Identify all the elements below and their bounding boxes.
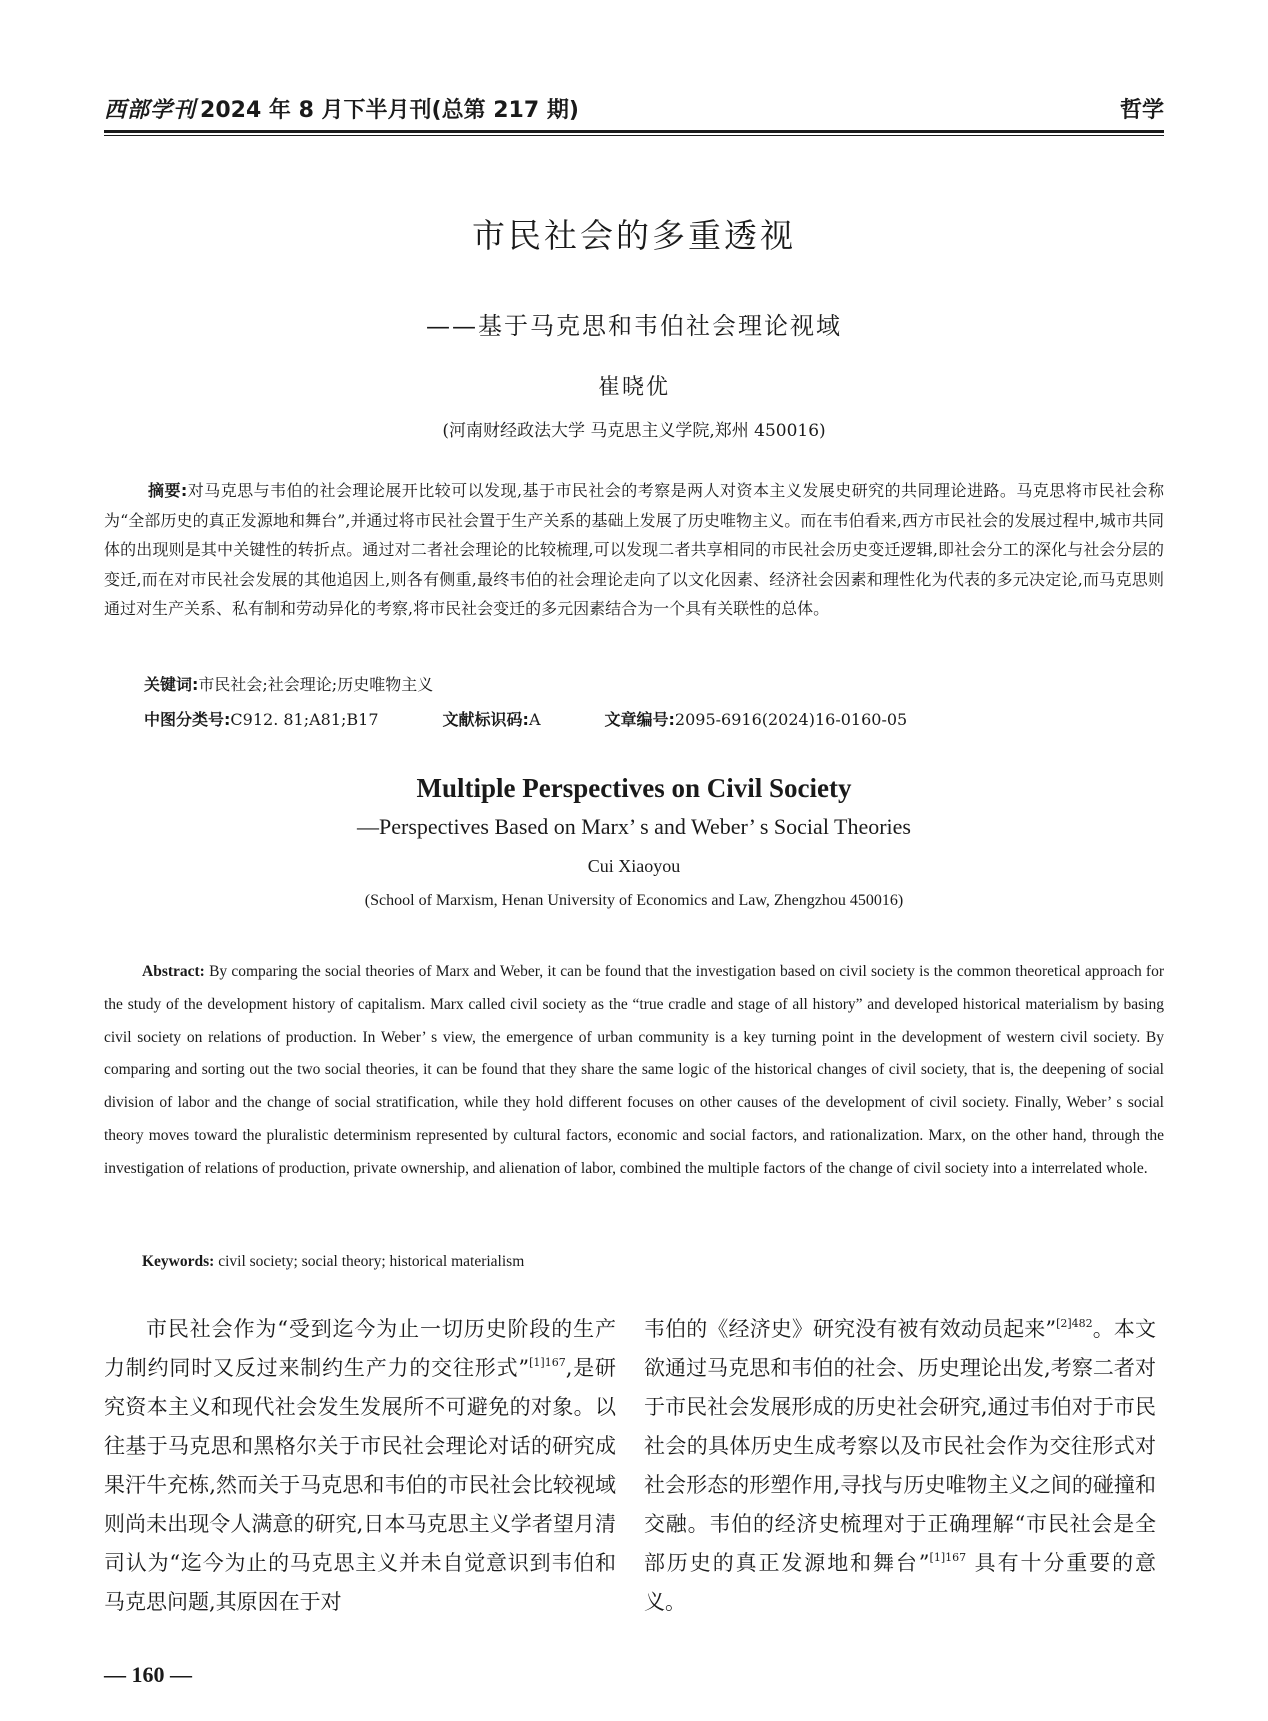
cn-title: 市民社会的多重透视 <box>472 216 796 255</box>
cn-author: 崔晓优 <box>597 375 670 400</box>
article-no-label: 文章编号: <box>604 710 675 729</box>
issue-info: 2024 年 8 月下半月刊(总第 217 期) <box>200 98 579 123</box>
body-right-text-c: 具有十分重要的意义。 <box>644 1551 1156 1614</box>
body-column-right <box>644 1310 1156 1622</box>
header-rule <box>104 130 1164 133</box>
cn-abstract <box>104 476 1164 624</box>
doc-code-value: A <box>528 710 541 729</box>
section-label: 哲学 <box>1119 98 1164 123</box>
journal-info <box>104 93 579 124</box>
header-rule-thin <box>104 135 1164 136</box>
en-author: Cui Xiaoyou <box>587 856 681 876</box>
article-no-value: 2095-6916(2024)16-0160-05 <box>674 710 908 729</box>
en-subtitle: —Perspectives Based on Marx’ s and Weber’ s Social Theories <box>357 814 911 839</box>
cn-abstract-text: 对马克思与韦伯的社会理论展开比较可以发现,基于市民社会的考察是两人对资本主义发展史研究的共同理论进路。马克思将市民社会称为“全部历史的真正发源地和舞台”,并通过将市民社会置于生产关系的基础上发展了历史唯物主义。而在韦伯看来,西方市民社会的发展过程中,城市共同体的出现则是其中关键性的转折点。通过对二者社会理论的比较梳理,可以发现二者共享相同的市民社会历史变迁逻辑,即社会分工的深化与社会分层的变迁,而在对市民社会发展的其他追因上,则各有侧重,最终韦伯的社会理论走向了以文化因素、经济社会因素和理性化为代表的多元决定论,而马克思则通过对生产关系、私有制和劳动异化的考察,将市民社会变迁的多元因素结合为一个具有关联性的总体。 <box>104 481 1164 619</box>
cn-subtitle: ——基于马克思和韦伯社会理论视域 <box>426 312 842 340</box>
en-affiliation: (School of Marxism, Henan University of Economics and Law, Zhengzhou 450016) <box>364 892 904 909</box>
doc-code-label: 文献标识码: <box>442 710 529 729</box>
citation: [2]482 <box>1056 1317 1093 1330</box>
body-column-left <box>104 1310 616 1622</box>
en-keywords-text: civil society; social theory; historical materialism <box>218 1253 525 1270</box>
citation: [1]167 <box>929 1551 967 1564</box>
en-abstract <box>104 956 1164 1186</box>
body-left-text-b: ,是研究资本主义和现代社会发生发展所不可避免的对象。以往基于马克思和黑格尔关于市民社会理论对话的研究成果汗牛充栋,然而关于马克思和韦伯的市民社会比较视域则尚未出现令人满意的研究,日本马克思主义学者望月清司认为“迄今为止的马克思主义并未自觉意识到韦伯和马克思问题,其原因在于对 <box>104 1356 616 1614</box>
doc-code-item <box>443 707 541 730</box>
citation: [1]167 <box>529 1356 566 1369</box>
body-right-text-b: 。本文欲通过马克思和韦伯的社会、历史理论出发,考察二者对于市民社会发展形成的历史社会研究,通过韦伯对于市民社会的具体历史生成考察以及市民社会作为交往形式对社会形态的形塑作用,寻找与历史唯物主义之间的碰撞和交融。韦伯的经济史梳理对于正确理解“市民社会是全部历史的真正发源地和舞台” <box>644 1317 1157 1575</box>
body-right-text-a: 韦伯的《经济史》研究没有被有效动员起来” <box>644 1317 1057 1341</box>
cn-classification <box>104 707 1164 730</box>
clc-label: 中图分类号: <box>144 710 231 729</box>
en-keywords-label: Keywords: <box>142 1253 215 1270</box>
en-keywords <box>104 1253 1164 1271</box>
en-abstract-label: Abstract: <box>142 963 205 980</box>
cn-keywords <box>104 672 1164 695</box>
article-no-item <box>605 707 908 730</box>
en-title: Multiple Perspectives on Civil Society <box>416 773 852 803</box>
cn-keywords-text: 市民社会;社会理论;历史唯物主义 <box>198 675 434 694</box>
cn-abstract-label: 摘要: <box>148 481 188 500</box>
body-left-text-a: 市民社会作为“受到迄今为止一切历史阶段的生产力制约同时又反过来制约生产力的交往形式” <box>104 1317 616 1380</box>
en-abstract-text: By comparing the social theories of Marx and Weber, it can be found that the investigation based on civil society is the common theoretical approach for the study of the development history of capitalism. Marx called civil society as the “true cradle and stage of all history” and developed historical materialism by basing civil society on relations of production. In Weber’ s view, the emergence of urban community is a key turning point in the development of western civil society. By comparing and sorting out the two social theories, it can be found that they share the same logic of the historical changes of civil society, that is, the deepening of social division of labor and the change of social stratification, while they hold different focuses on other causes of the development of civil society. Finally, Weber’ s social theory moves toward the pluralistic determinism represented by cultural factors, economic and social factors, and rationalization. Marx, on the other hand, through the investigation of relations of production, private ownership, and alienation of labor, combined the multiple factors of the change of civil society into a interrelated whole. <box>104 963 1164 1177</box>
clc-item <box>144 707 379 730</box>
journal-logo: 西部学刊 <box>104 97 197 123</box>
cn-affiliation: (河南财经政法大学 马克思主义学院,郑州 450016) <box>442 421 826 441</box>
page-number: — 160 — <box>104 1662 192 1687</box>
running-header <box>104 90 1164 124</box>
cn-keywords-label: 关键词: <box>144 675 199 694</box>
clc-value: C912. 81;A81;B17 <box>230 710 379 729</box>
